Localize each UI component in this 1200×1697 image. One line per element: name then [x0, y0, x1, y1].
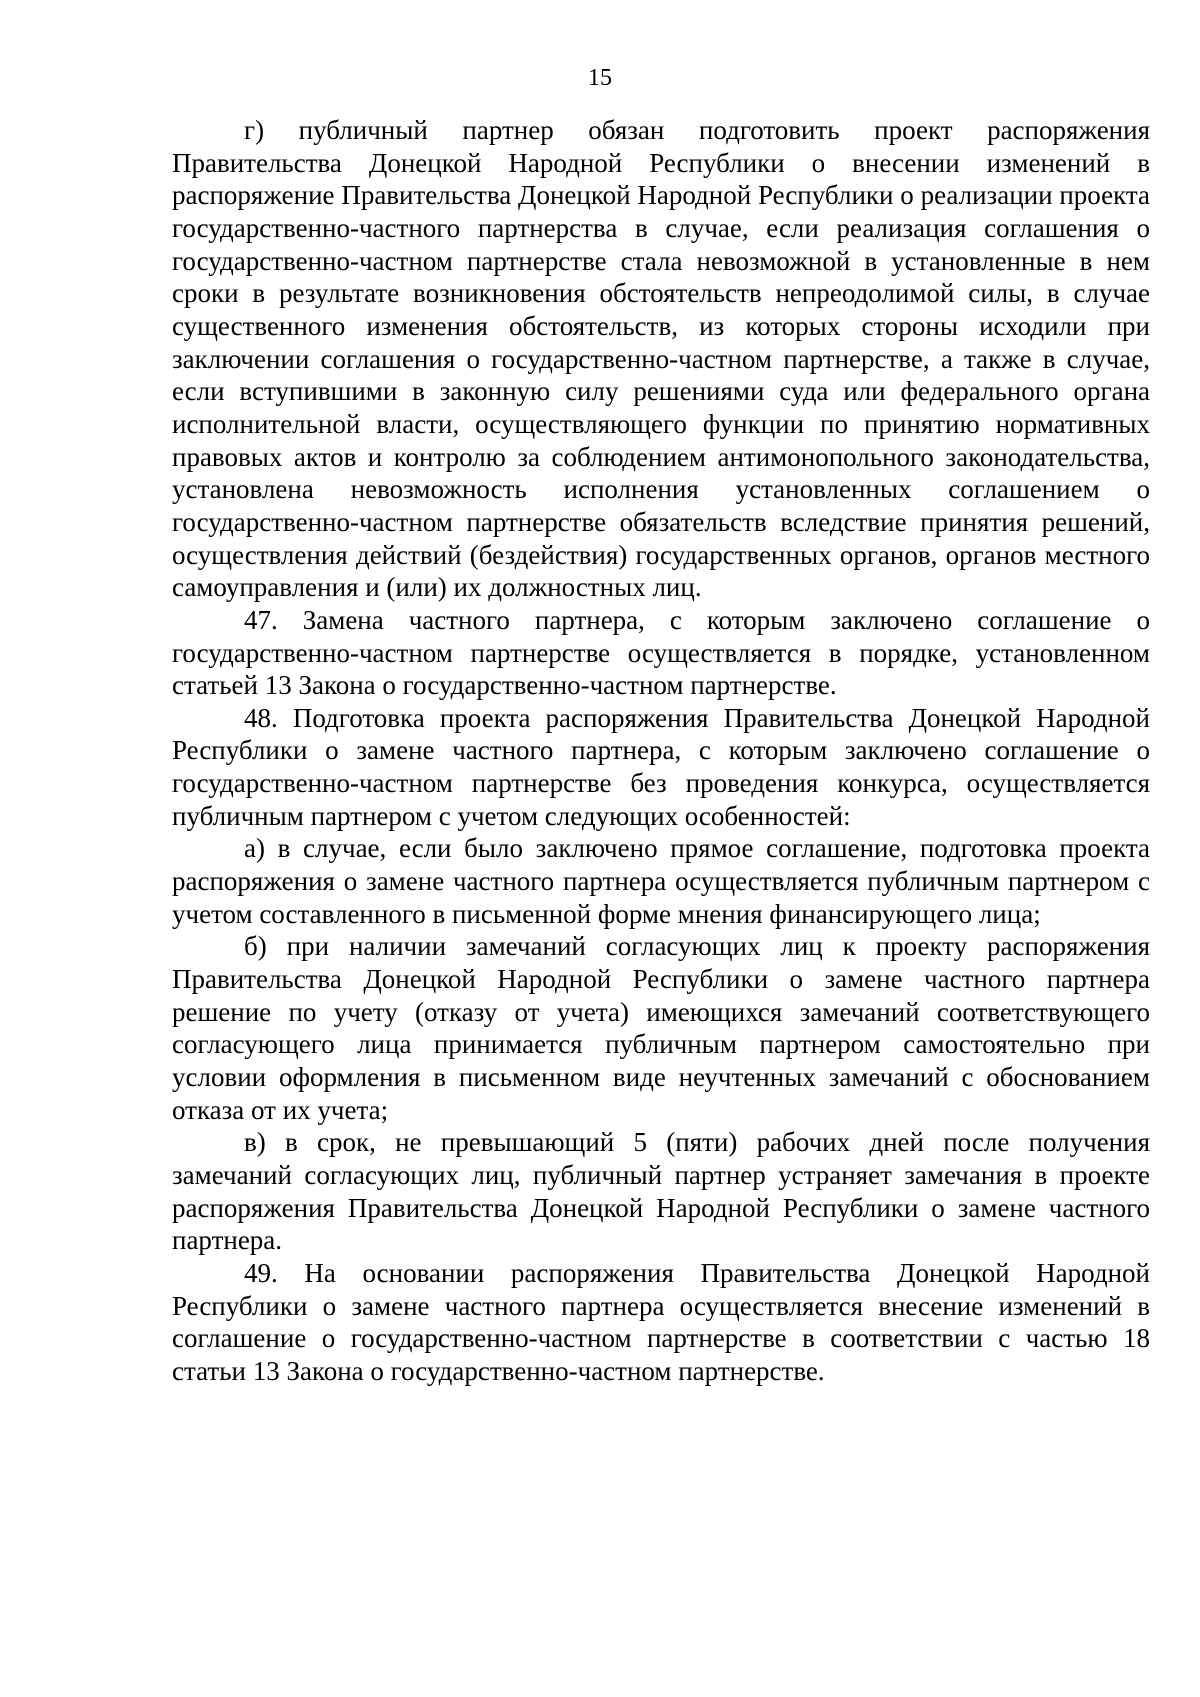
paragraph-48: 48. Подготовка проекта распоряжения Правительства Донецкой Народной Республики о замене частного партнера, с которым заключено соглашение о государственно-частном партнерстве без проведения конкурса, осуществляется публичным партнером с учетом следующих особенностей:: [172, 702, 1150, 831]
paragraph-49: 49. На основании распоряжения Правительства Донецкой Народной Республики о замене частного партнера осуществляется внесение изменений в соглашение о государственно-частном партнерстве в соответствии с частью 18 статьи 13 Закона о государственно-частном партнерстве.: [172, 1257, 1150, 1386]
paragraph-47: 47. Замена частного партнера, с которым заключено соглашение о государственно-частном партнерстве осуществляется в порядке, установленном статьей 13 Закона о государственно-частном партнерстве.: [172, 604, 1150, 701]
paragraph-48b: б) при наличии замечаний согласующих лиц к проекту распоряжения Правительства Донецкой Народной Республики о замене частного партнера решение по учету (отказу от учета) имеющихся замечаний соответствующего согласующего лица принимается публичным партнером самостоятельно при условии оформления в письменном виде неучтенных замечаний с обоснованием отказа от их учета;: [172, 931, 1150, 1125]
paragraph-48a: а) в случае, если было заключено прямое соглашение, подготовка проекта распоряжения о замене частного партнера осуществляется публичным партнером с учетом составленного в письменной форме мнения финансирующего лица;: [172, 833, 1150, 929]
document-body: [172, 114, 1150, 1388]
page-number: 15: [588, 65, 612, 91]
paragraph-48v: в) в срок, не превышающий 5 (пяти) рабочих дней после получения замечаний согласующих лиц, публичный партнер устраняет замечания в проекте распоряжения Правительства Донецкой Народной Республики о замене частного партнера.: [172, 1127, 1150, 1256]
paragraph-46g: г) публичный партнер обязан подготовить проект распоряжения Правительства Донецкой Народной Республики о внесении изменений в распоряжение Правительства Донецкой Народной Республики о реализации проекта государственно-частного партнерства в случае, если реализация соглашения о государственно-частном партнерстве стала невозможной в установленные в нем сроки в результате возникновения обстоятельств непреодолимой силы, в случае существенного изменения обстоятельств, из которых стороны исходили при заключении соглашения о государственно-частном партнерстве, а также в случае, если вступившими в законную силу решениями суда или федерального органа исполнительной власти, осуществляющего функции по принятию нормативных правовых актов и контролю за соблюдением антимонопольного законодательства, установлена невозможность исполнения установленных соглашением о государственно-частном партнерстве обязательств вследствие принятия решений, осуществления действий (бездействия) государственных органов, органов местного самоуправления и (или) их должностных лиц.: [172, 115, 1150, 603]
